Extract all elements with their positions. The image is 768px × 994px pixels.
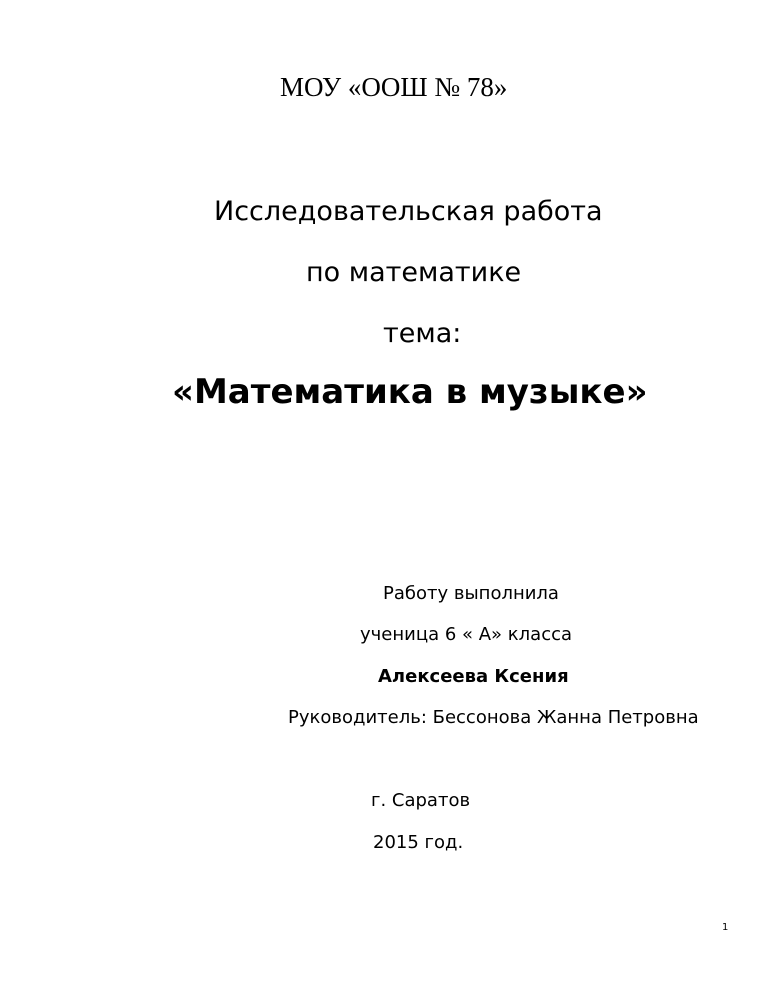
student-class: ученица 6 « А» класса — [360, 624, 573, 645]
city: г. Саратов — [371, 790, 471, 811]
work-type: Исследовательская работа — [214, 196, 603, 227]
school-name: МОУ «ООШ № 78» — [280, 72, 508, 102]
student-name: Алексеева Ксения — [378, 666, 569, 687]
performed-by-label: Работу выполнила — [383, 583, 559, 604]
supervisor: Руководитель: Бессонова Жанна Петровна — [288, 707, 699, 728]
document-title: «Математика в музыке» — [172, 372, 648, 412]
subject: по математике — [306, 257, 522, 288]
page-number: 1 — [722, 922, 729, 933]
year: 2015 год. — [373, 832, 464, 853]
topic-label: тема: — [383, 318, 462, 349]
